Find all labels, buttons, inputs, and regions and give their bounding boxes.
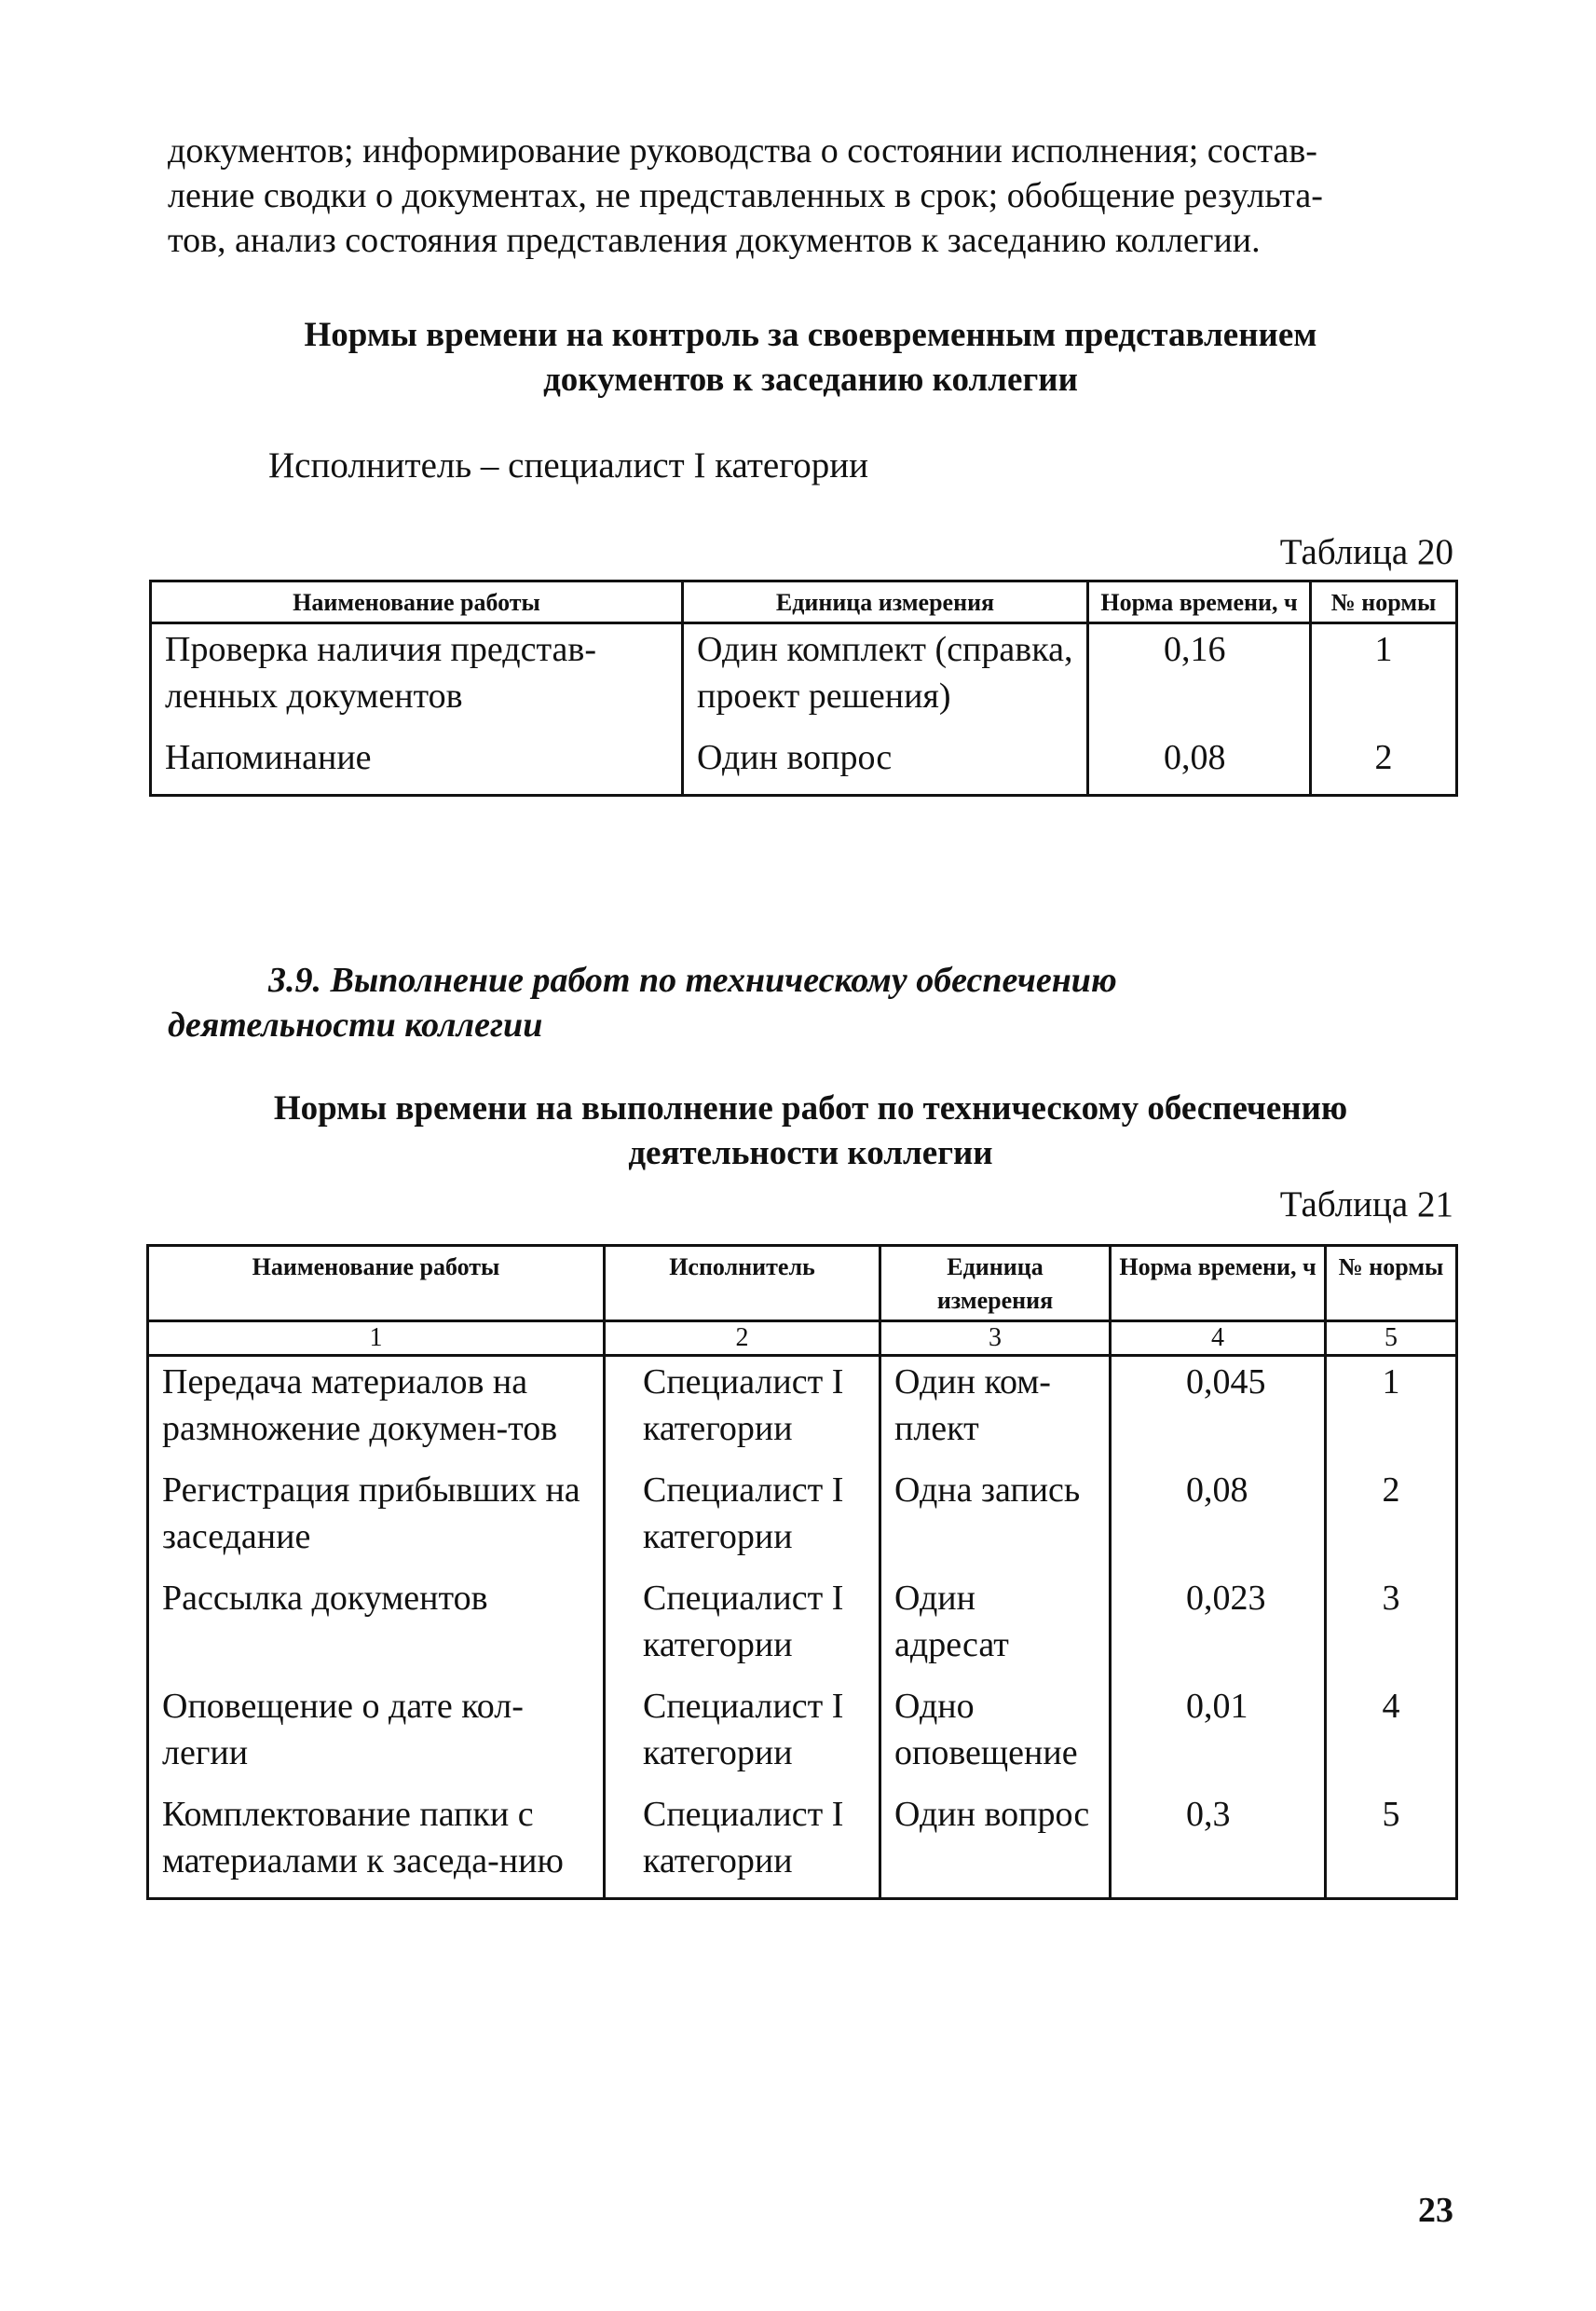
time-norm: 0,045	[1111, 1356, 1326, 1466]
table-row	[148, 1573, 1457, 1681]
table-row	[148, 1681, 1457, 1789]
unit-of-measure: Один вопрос	[880, 1789, 1111, 1899]
unit-of-measure: Одна запись	[880, 1465, 1111, 1573]
table-row	[148, 1356, 1457, 1466]
work-name: Оповещение о дате кол-легии	[148, 1681, 605, 1789]
column-number: 2	[605, 1321, 880, 1356]
unit-of-measure: Один вопрос	[683, 732, 1088, 796]
table21	[146, 1244, 1458, 1900]
intro-line: тов, анализ состояния представления документов к заседанию коллегии.	[168, 221, 1261, 260]
work-name: Комплектование папки с материалами к заседа-нию	[148, 1789, 605, 1899]
table20-header-row	[151, 581, 1457, 623]
section-title	[168, 958, 1379, 1047]
time-norm: 0,023	[1111, 1573, 1326, 1681]
norm-number: 4	[1326, 1681, 1457, 1789]
table-row	[148, 1789, 1457, 1899]
page-number: 23	[1418, 2191, 1453, 2230]
norm-number: 2	[1311, 732, 1457, 796]
table21-header-time: Норма времени, ч	[1111, 1246, 1326, 1321]
time-norm: 0,16	[1088, 623, 1311, 733]
norm-number: 5	[1326, 1789, 1457, 1899]
work-name: Напоминание	[151, 732, 683, 796]
executor: Специалист I категории	[605, 1465, 880, 1573]
table20-heading-line2: документов к заседанию коллегии	[543, 361, 1078, 399]
column-number: 4	[1111, 1321, 1326, 1356]
executor: Специалист I категории	[605, 1356, 880, 1466]
table-row	[151, 623, 1457, 733]
table20-header-time: Норма времени, ч	[1088, 581, 1311, 623]
intro-paragraph	[168, 129, 1453, 263]
section-title-line1: 3.9. Выполнение работ по техническому обеспечению	[268, 961, 1117, 1000]
table21-label: Таблица 21	[1279, 1184, 1453, 1224]
time-norm: 0,08	[1111, 1465, 1326, 1573]
executor: Специалист I категории	[605, 1681, 880, 1789]
norm-number: 1	[1311, 623, 1457, 733]
table21-header-unit: Единица измерения	[880, 1246, 1111, 1321]
table21-header-row	[148, 1246, 1457, 1321]
unit-of-measure: Один ком-плект	[880, 1356, 1111, 1466]
section-title-line2: деятельности коллегии	[168, 1005, 543, 1045]
norm-number: 2	[1326, 1465, 1457, 1573]
norm-number: 3	[1326, 1573, 1457, 1681]
table20-label: Таблица 20	[1279, 532, 1453, 572]
table21-header-num: № нормы	[1326, 1246, 1457, 1321]
intro-line: документов; информирование руководства о состоянии исполнения; состав-	[168, 131, 1317, 171]
table21-heading-line2: деятельности коллегии	[628, 1134, 993, 1172]
table20	[149, 580, 1458, 797]
table21-heading-line1: Нормы времени на выполнение работ по техническому обеспечению	[273, 1089, 1348, 1128]
unit-of-measure: Один адресат	[880, 1573, 1111, 1681]
column-number: 3	[880, 1321, 1111, 1356]
table21-header-name: Наименование работы	[148, 1246, 605, 1321]
table20-header-name: Наименование работы	[151, 581, 683, 623]
norm-number: 1	[1326, 1356, 1457, 1466]
time-norm: 0,08	[1088, 732, 1311, 796]
column-number: 1	[148, 1321, 605, 1356]
intro-line: ление сводки о документах, не представленных в срок; обобщение результа-	[168, 176, 1323, 215]
executor-line: Исполнитель – специалист I категории	[268, 445, 868, 485]
time-norm: 0,3	[1111, 1789, 1326, 1899]
time-norm: 0,01	[1111, 1681, 1326, 1789]
column-number: 5	[1326, 1321, 1457, 1356]
work-name: Регистрация прибывших на заседание	[148, 1465, 605, 1573]
work-name: Проверка наличия представ-ленных документов	[151, 623, 683, 733]
table21-heading	[168, 1087, 1453, 1176]
table20-heading-line1: Нормы времени на контроль за своевременным представлением	[304, 316, 1317, 354]
unit-of-measure: Один комплект (справка, проект решения)	[683, 623, 1088, 733]
table20-header-num: № нормы	[1311, 581, 1457, 623]
table21-header-exec: Исполнитель	[605, 1246, 880, 1321]
column-numbers-row	[148, 1321, 1457, 1356]
unit-of-measure: Одно оповещение	[880, 1681, 1111, 1789]
executor: Специалист I категории	[605, 1573, 880, 1681]
table-row	[151, 732, 1457, 796]
table20-heading	[224, 313, 1398, 403]
work-name: Рассылка документов	[148, 1573, 605, 1681]
work-name: Передача материалов на размножение докумен-тов	[148, 1356, 605, 1466]
table20-header-unit: Единица измерения	[683, 581, 1088, 623]
table-row	[148, 1465, 1457, 1573]
executor: Специалист I категории	[605, 1789, 880, 1899]
